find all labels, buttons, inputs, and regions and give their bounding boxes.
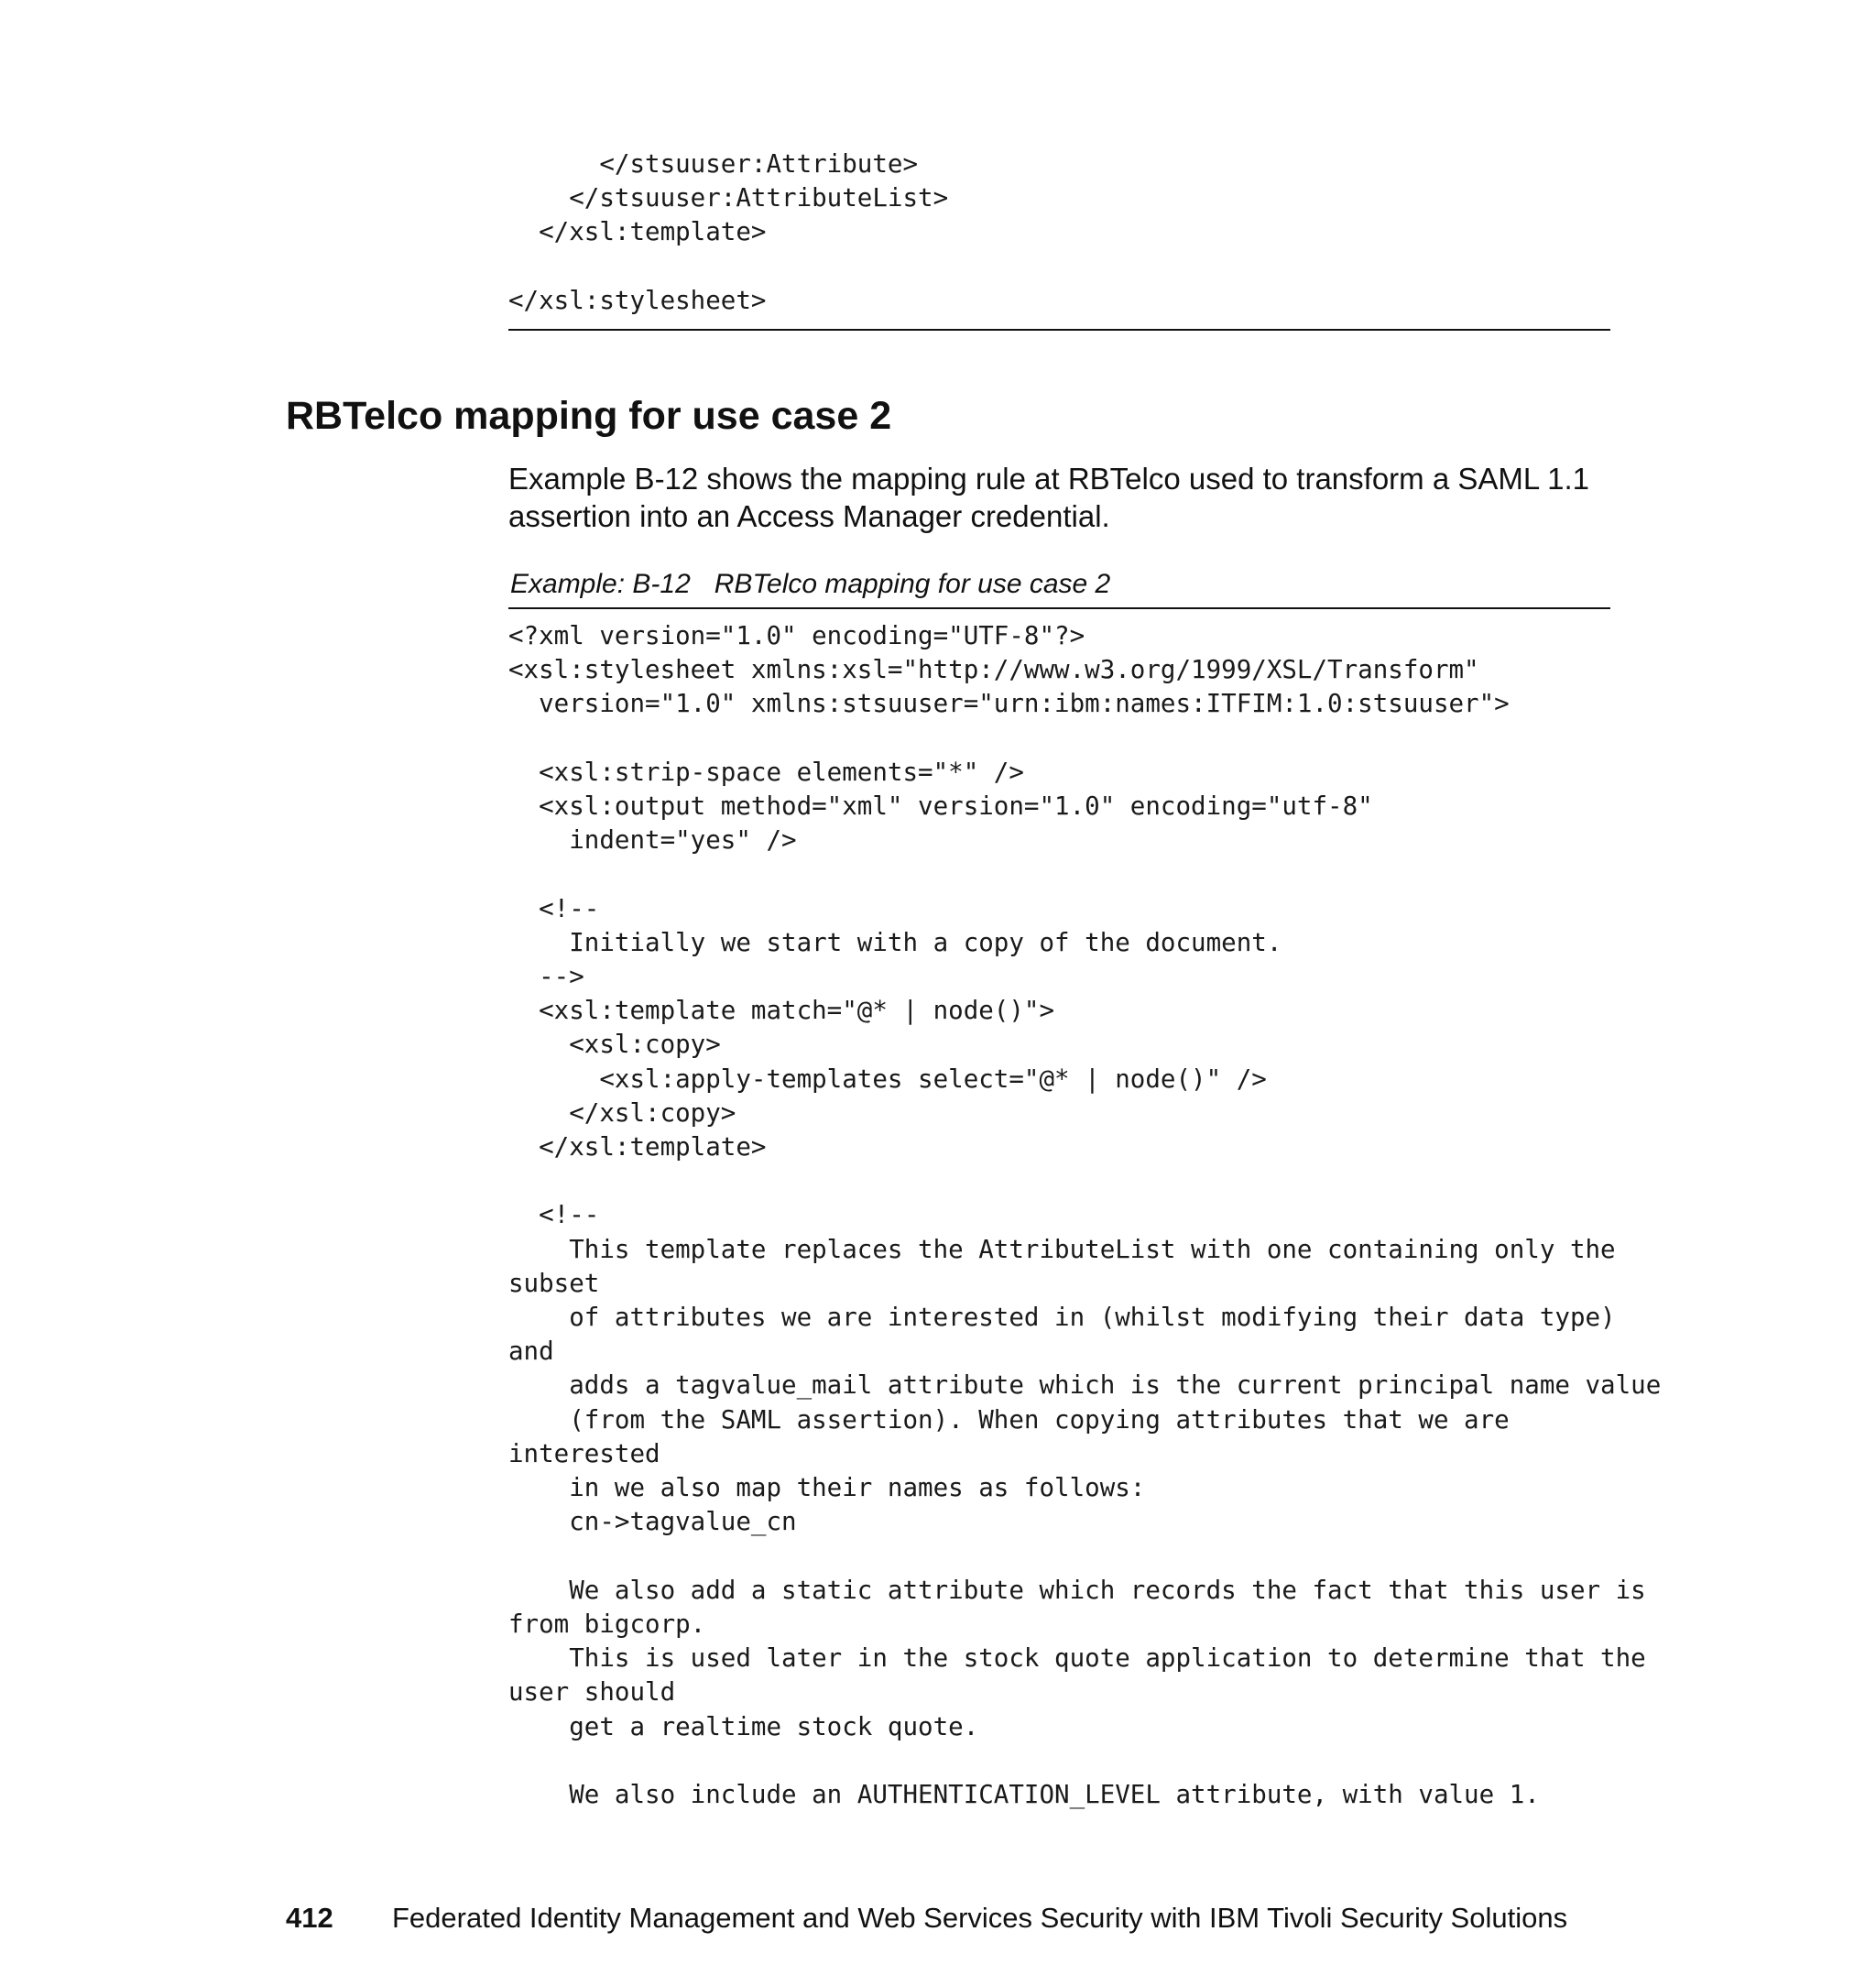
code-line: </xsl:template> [508, 1132, 767, 1162]
code-line: </xsl:template> [508, 217, 767, 247]
code-line [508, 859, 524, 889]
code-line: We also add a static attribute which records the fact that this user is [508, 1575, 1646, 1605]
code-listing-continued [508, 147, 948, 318]
book-title: Federated Identity Management and Web Services Security with IBM Tivoli Security Solutions [392, 1902, 1568, 1934]
example-caption-rule [508, 607, 1610, 609]
code-line: --> [508, 962, 584, 992]
code-line: <xsl:stylesheet xmlns:xsl="http://www.w3.org/1999/XSL/Transform" [508, 655, 1479, 685]
page-number: 412 [286, 1902, 333, 1934]
code-line: <xsl:apply-templates select="@* | node()" /> [508, 1064, 1267, 1094]
code-line [508, 252, 524, 281]
code-line [508, 724, 524, 753]
code-line: adds a tagvalue_mail attribute which is the current principal name value [508, 1370, 1662, 1401]
code-line: <?xml version="1.0" encoding="UTF-8"?> [508, 621, 1085, 650]
code-line: </stsuuser:AttributeList> [508, 183, 949, 213]
code-line: and [508, 1337, 554, 1367]
code-line: of attributes we are interested in (whilst modifying their data type) [508, 1303, 1616, 1333]
page-footer [286, 1900, 1567, 1937]
code-end-rule [508, 329, 1610, 331]
code-line: <xsl:template match="@* | node()"> [508, 996, 1055, 1026]
example-title: RBTelco mapping for use case 2 [714, 569, 1111, 599]
code-line: interested [508, 1438, 660, 1468]
code-line: </xsl:stylesheet> [508, 285, 767, 315]
code-line: We also include an AUTHENTICATION_LEVEL attribute, with value 1. [508, 1779, 1540, 1809]
code-line: from bigcorp. [508, 1609, 706, 1639]
section-heading: RBTelco mapping for use case 2 [286, 394, 892, 438]
code-line [508, 1746, 524, 1775]
code-line: user should [508, 1677, 676, 1708]
code-line: indent="yes" /> [508, 825, 797, 856]
code-line: <xsl:copy> [508, 1030, 721, 1060]
code-line: (from the SAML assertion). When copying attributes that we are [508, 1404, 1510, 1435]
code-line: </stsuuser:Attribute> [508, 149, 919, 179]
code-line: </xsl:copy> [508, 1097, 736, 1128]
code-line [508, 1166, 524, 1195]
code-line: subset [508, 1268, 600, 1298]
example-label: Example: B-12 [510, 569, 691, 599]
code-line: <xsl:strip-space elements="*" /> [508, 757, 1024, 787]
example-caption [510, 566, 1110, 603]
code-line: version="1.0" xmlns:stsuuser="urn:ibm:names:ITFIM:1.0:stsuuser"> [508, 689, 1510, 719]
code-line: Initially we start with a copy of the document. [508, 927, 1282, 957]
code-listing-example-b12 [508, 619, 1661, 1812]
code-line: get a realtime stock quote. [508, 1711, 979, 1741]
code-line: <xsl:output method="xml" version="1.0" encoding="utf-8" [508, 791, 1373, 822]
code-line: cn->tagvalue_cn [508, 1507, 797, 1537]
code-line: in we also map their names as follows: [508, 1473, 1146, 1503]
body-paragraph: Example B-12 shows the mapping rule at RBTelco used to transform a SAML 1.1 assertion into an Access Manager credential. [508, 462, 1590, 533]
code-line: <!-- [508, 893, 600, 923]
code-line: This is used later in the stock quote application to determine that the [508, 1643, 1646, 1674]
code-line: <!-- [508, 1200, 600, 1230]
code-line [508, 1541, 524, 1570]
code-line: This template replaces the AttributeList with one containing only the [508, 1234, 1616, 1264]
